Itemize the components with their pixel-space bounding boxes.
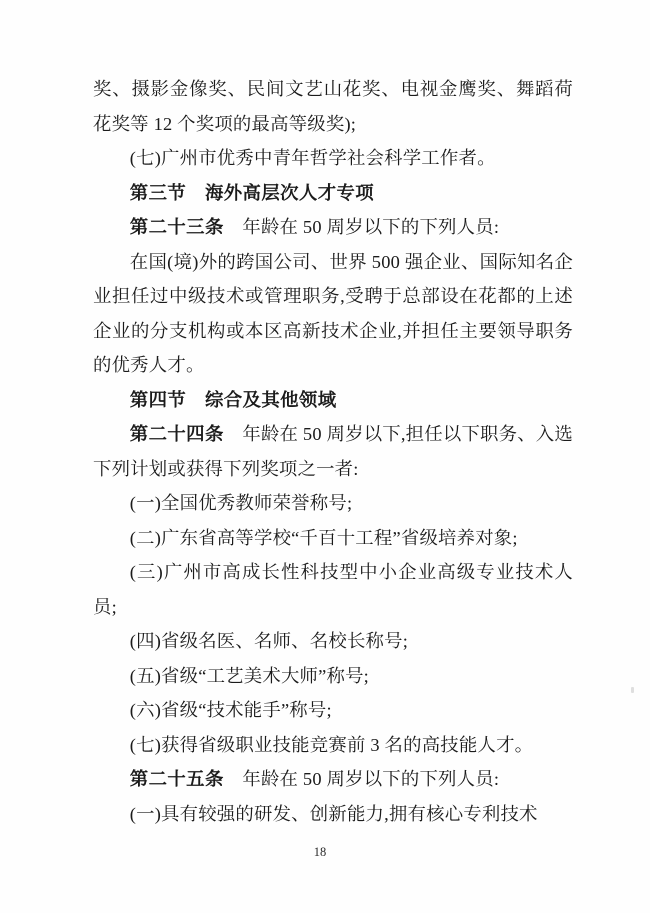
text-run: (七)广州市优秀中青年哲学社会科学工作者。 <box>129 148 496 168</box>
text-run: (七)获得省级职业技能竞赛前 3 名的高技能人才。 <box>129 734 534 755</box>
paragraph <box>93 797 573 832</box>
text-run: 在国(境)外的跨国公司、世界 500 强企业、国际知名企业担任过中级技术或管理职务,受聘于总部设在花都的上述企业的分支机构或本区高新技术企业,并担任主要领导职务的优秀人才。 <box>93 251 573 375</box>
paragraph <box>93 72 573 141</box>
bold-text-run: 第二十四条 <box>129 423 224 444</box>
paragraph <box>93 176 573 211</box>
paragraph <box>93 659 573 694</box>
paragraph <box>93 728 573 763</box>
paragraph <box>93 245 573 383</box>
text-run: (五)省级“工艺美术大师”称号; <box>129 665 369 686</box>
text-run: 年龄在 50 周岁以下的下列人员: <box>223 769 500 789</box>
paragraph <box>93 141 573 176</box>
text-run: 年龄在 50 周岁以下,担任以下职务、入选下列计划或获得下列奖项之一者: <box>93 424 573 479</box>
paragraph <box>93 693 573 728</box>
text-run: 奖、摄影金像奖、民间文艺山花奖、电视金鹰奖、舞蹈荷花奖等 12 个奖项的最高等级奖); <box>93 79 573 134</box>
paragraph <box>93 210 573 245</box>
text-run: (一)全国优秀教师荣誉称号; <box>129 493 353 513</box>
bold-text-run: 第二十三条 <box>129 216 224 237</box>
document-body <box>93 72 573 831</box>
paragraph <box>93 624 573 659</box>
text-run: (四)省级名医、名师、名校长称号; <box>129 631 409 651</box>
paragraph <box>93 486 573 521</box>
bold-text-run: 第四节 综合及其他领域 <box>129 388 337 410</box>
text-run: (六)省级“技术能手”称号; <box>129 700 332 720</box>
page-number: 18 <box>313 845 327 859</box>
text-run: (一)具有较强的研发、创新能力,拥有核心专利技术 <box>129 803 538 824</box>
paragraph <box>93 762 573 797</box>
paragraph <box>93 383 573 418</box>
paragraph <box>93 417 573 486</box>
paragraph <box>93 555 573 624</box>
bold-text-run: 第二十五条 <box>129 768 224 789</box>
paragraph <box>93 521 573 556</box>
text-run: (二)广东省高等学校“千百十工程”省级培养对象; <box>129 527 518 548</box>
text-run: 年龄在 50 周岁以下的下列人员: <box>223 217 500 237</box>
bold-text-run: 第三节 海外高层次人才专项 <box>129 181 375 203</box>
scan-artifact <box>631 687 634 693</box>
text-run: (三)广州市高成长性科技型中小企业高级专业技术人员; <box>93 562 573 617</box>
